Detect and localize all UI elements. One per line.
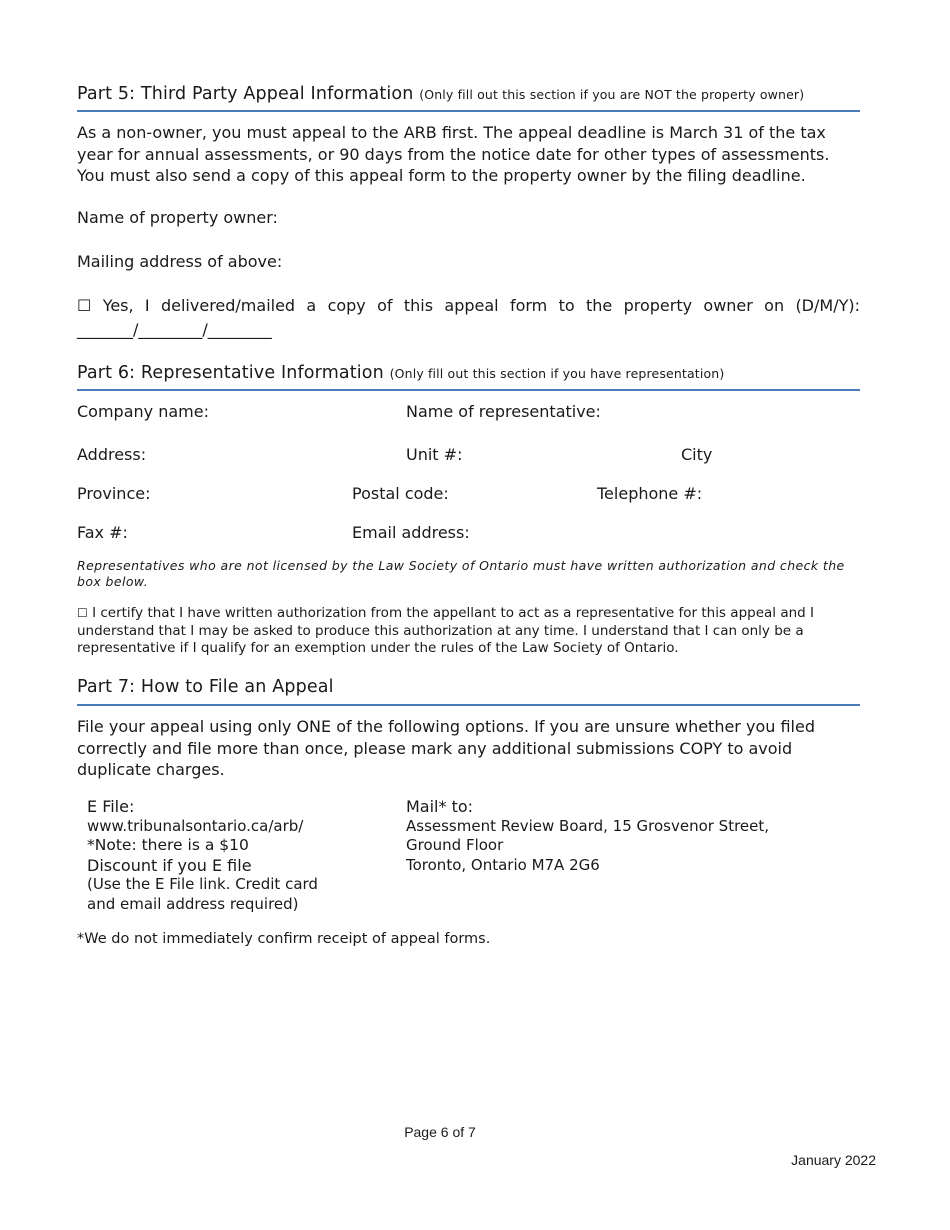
part7-divider	[77, 704, 860, 706]
efile-url[interactable]: www.tribunalsontario.ca/arb/	[87, 816, 304, 835]
licence-note: Representatives who are not licensed by the Law Society of Ontario must have written authorization and check the box below.	[77, 558, 845, 589]
part5-divider	[77, 110, 860, 112]
efile-heading: E File:	[87, 797, 135, 816]
mail-line-2: Ground Floor	[406, 836, 504, 854]
email-label: Email address:	[352, 523, 470, 542]
part6-note: (Only fill out this section if you have representation)	[389, 366, 725, 381]
certify-checkbox[interactable]: ☐	[77, 606, 88, 620]
efile-note: *Note: there is a $10	[87, 836, 249, 854]
certify-text: I certify that I have written authorization from the appellant to act as a representative for this appeal and I understand that I may be asked to produce this authorization at any time. I understand that I can only be a representative if I qualify for an exemption under the rules of the Law Society of Ontario.	[77, 605, 815, 656]
delivered-date-blanks[interactable]: _______/________/________	[77, 320, 272, 339]
efile-discount: Discount if you E file	[87, 855, 252, 875]
footer-date: January 2022	[791, 1152, 876, 1168]
unit-label: Unit #:	[406, 445, 463, 464]
mailing-address-label: Mailing address of above:	[77, 252, 283, 271]
certify-row	[77, 605, 860, 658]
fax-label: Fax #:	[77, 523, 128, 542]
city-label: City	[681, 445, 713, 464]
owner-name-label: Name of property owner:	[77, 208, 278, 227]
part6-divider	[77, 389, 860, 391]
part5-heading-text: Part 5: Third Party Appeal Information	[77, 84, 414, 104]
part7-title: Part 7: How to File an Appeal	[77, 677, 334, 697]
part7-intro: File your appeal using only ONE of the following options. If you are unsure whether you filed correctly and file more than once, please mark any additional submissions COPY to avoid duplicate charges.	[77, 717, 815, 779]
rep-name-label: Name of representative:	[406, 402, 601, 421]
mail-heading: Mail* to:	[406, 797, 474, 816]
delivered-row	[77, 295, 860, 317]
footnote: *We do not immediately confirm receipt of appeal forms.	[77, 931, 491, 947]
page-number: Page 6 of 7	[404, 1124, 476, 1140]
province-label: Province:	[77, 484, 151, 503]
efile-block	[87, 797, 387, 914]
telephone-label: Telephone #:	[597, 484, 703, 503]
delivered-checkbox[interactable]: ☐	[77, 296, 92, 315]
part6-title	[77, 363, 724, 383]
address-label: Address:	[77, 445, 147, 464]
mail-block	[406, 797, 860, 875]
part5-note: (Only fill out this section if you are NOT the property owner)	[419, 87, 805, 102]
postal-code-label: Postal code:	[352, 484, 449, 503]
efile-detail-2: and email address required)	[87, 894, 299, 913]
part5-intro: As a non-owner, you must appeal to the ARB first. The appeal deadline is March 31 of the tax year for annual assessments, or 90 days from the notice date for other types of assessments. You must also send a copy of this appeal form to the property owner by the filing deadline.	[77, 123, 830, 185]
part6-heading-text: Part 6: Representative Information	[77, 363, 384, 383]
company-name-label: Company name:	[77, 402, 209, 421]
mail-line-1: Assessment Review Board, 15 Grosvenor Street,	[406, 816, 770, 835]
delivered-text: Yes, I delivered/mailed a copy of this appeal form to the property owner on (D/M/Y):	[102, 296, 860, 315]
part5-title	[77, 84, 804, 104]
efile-detail-1: (Use the E File link. Credit card	[87, 875, 318, 893]
mail-line-3: Toronto, Ontario M7A 2G6	[406, 855, 600, 874]
